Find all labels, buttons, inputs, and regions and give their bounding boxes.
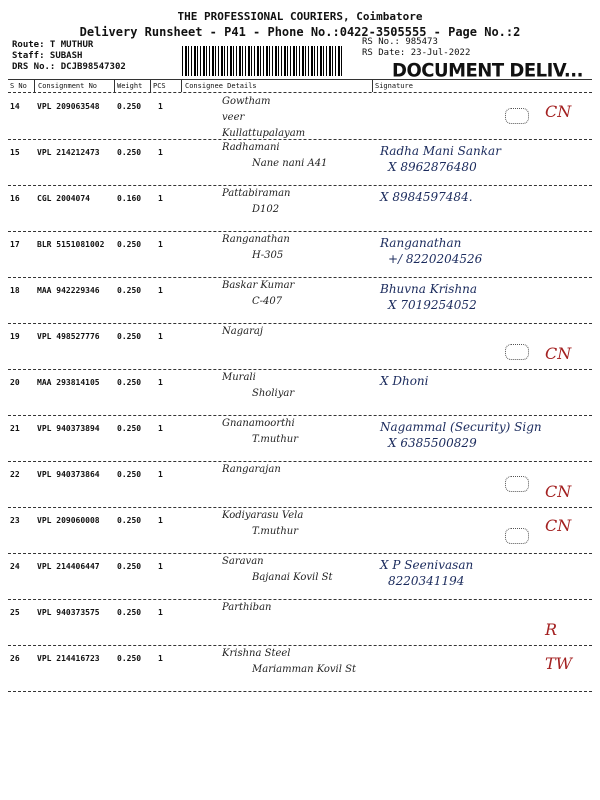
col-divider — [34, 80, 35, 92]
signature-line: X 8962876480 — [388, 160, 477, 174]
table-row — [0, 600, 600, 646]
row-pcs: 1 — [158, 102, 163, 111]
signature-line: 8220341194 — [388, 574, 465, 588]
table-row — [0, 416, 600, 462]
col-divider — [114, 80, 115, 92]
row-sno: 15 — [10, 148, 20, 157]
row-sno: 14 — [10, 102, 20, 111]
table-row — [0, 94, 600, 140]
row-pcs: 1 — [158, 240, 163, 249]
consignee-detail-line: Saravan — [222, 556, 264, 567]
header-bottom-rule — [8, 92, 592, 93]
consignee-detail-line: Ranganathan — [222, 234, 290, 245]
row-weight: 0.250 — [117, 102, 142, 111]
row-weight: 0.250 — [117, 332, 142, 341]
table-row — [0, 554, 600, 600]
rs-no-label: RS No.: 985473 — [362, 37, 438, 47]
row-pcs: 1 — [158, 194, 163, 203]
row-pcs: 1 — [158, 608, 163, 617]
col-pcs-header: PCS — [153, 82, 166, 90]
table-row — [0, 278, 600, 324]
row-weight: 0.250 — [117, 424, 142, 433]
row-divider — [8, 691, 592, 692]
consignee-detail-line: H-305 — [252, 250, 284, 261]
status-mark: R — [545, 620, 558, 639]
row-consignment-no: VPL 940373864 — [37, 470, 100, 479]
table-row — [0, 646, 600, 692]
signature-line: Nagammal (Security) Sign — [380, 420, 542, 434]
row-pcs: 1 — [158, 516, 163, 525]
signature-line: Radha Mani Sankar — [380, 144, 501, 158]
row-weight: 0.250 — [117, 562, 142, 571]
document-delivered-stamp: DOCUMENT DELIV... — [392, 59, 583, 82]
status-mark: CN — [545, 482, 572, 501]
row-pcs: 1 — [158, 332, 163, 341]
signature-line: Ranganathan — [380, 236, 462, 250]
row-sno: 16 — [10, 194, 20, 203]
consignee-detail-line: T.muthur — [252, 526, 298, 537]
route-label: Route: T MUTHUR — [12, 40, 94, 50]
ink-smudge — [505, 108, 529, 124]
consignee-detail-line: Kodiyarasu Vela — [222, 510, 304, 521]
consignee-detail-line: Rangarajan — [222, 464, 281, 475]
consignee-detail-line: Pattabiraman — [222, 188, 291, 199]
col-sno-header: S No — [10, 82, 27, 90]
row-sno: 21 — [10, 424, 20, 433]
row-weight: 0.250 — [117, 148, 142, 157]
row-consignment-no: VPL 209063548 — [37, 102, 100, 111]
row-consignment-no: VPL 214212473 — [37, 148, 100, 157]
row-weight: 0.250 — [117, 240, 142, 249]
row-sno: 19 — [10, 332, 20, 341]
row-pcs: 1 — [158, 562, 163, 571]
consignee-detail-line: D102 — [252, 204, 280, 215]
col-consignment-header: Consignment No — [38, 82, 98, 90]
consignee-detail-line: Radhamani — [222, 142, 280, 153]
table-row — [0, 186, 600, 232]
consignee-detail-line: T.muthur — [252, 434, 298, 445]
row-consignment-no: VPL 214406447 — [37, 562, 100, 571]
consignee-detail-line: Mariamman Kovil St — [252, 664, 357, 675]
consignee-detail-line: Murali — [222, 372, 256, 383]
table-row — [0, 462, 600, 508]
table-row — [0, 232, 600, 278]
consignee-detail-line: C-407 — [252, 296, 283, 307]
row-weight: 0.250 — [117, 516, 142, 525]
status-mark: CN — [545, 516, 572, 535]
row-consignment-no: VPL 940373575 — [37, 608, 100, 617]
row-sno: 26 — [10, 654, 20, 663]
consignee-detail-line: Nane nani A41 — [252, 158, 328, 169]
consignee-detail-line: Nagaraj — [222, 326, 263, 337]
signature-line: X 6385500829 — [388, 436, 477, 450]
ink-smudge — [505, 344, 529, 360]
table-row — [0, 140, 600, 186]
col-divider — [372, 80, 373, 92]
table-top-rule — [8, 79, 592, 80]
row-pcs: 1 — [158, 654, 163, 663]
signature-line: Bhuvna Krishna — [380, 282, 478, 296]
table-row — [0, 370, 600, 416]
ink-smudge — [505, 528, 529, 544]
signature-line: +/ 8220204526 — [388, 252, 483, 266]
status-mark: CN — [545, 102, 572, 121]
row-pcs: 1 — [158, 378, 163, 387]
col-weight-header: Weight — [117, 82, 143, 90]
row-consignment-no: BLR 5151081002 — [37, 240, 105, 249]
row-weight: 0.250 — [117, 286, 142, 295]
signature-line: X 8984597484. — [380, 190, 473, 204]
signature-line: X 7019254052 — [388, 298, 477, 312]
ink-smudge — [505, 476, 529, 492]
row-consignment-no: MAA 293814105 — [37, 378, 100, 387]
signature-line: X Dhoni — [380, 374, 429, 388]
consignee-detail-line: Gowtham — [222, 96, 271, 107]
row-consignment-no: CGL 2004074 — [37, 194, 90, 203]
row-consignment-no: VPL 209060008 — [37, 516, 100, 525]
row-pcs: 1 — [158, 148, 163, 157]
row-weight: 0.250 — [117, 608, 142, 617]
table-row — [0, 508, 600, 554]
row-weight: 0.250 — [117, 470, 142, 479]
col-divider — [150, 80, 151, 92]
consignee-detail-line: Parthiban — [222, 602, 272, 613]
row-weight: 0.250 — [117, 378, 142, 387]
row-sno: 22 — [10, 470, 20, 479]
rs-date-label: RS Date: 23-Jul-2022 — [362, 48, 471, 58]
row-sno: 18 — [10, 286, 20, 295]
row-consignment-no: VPL 498527776 — [37, 332, 100, 341]
page-title: THE PROFESSIONAL COURIERS, Coimbatore — [177, 10, 423, 23]
row-pcs: 1 — [158, 286, 163, 295]
row-sno: 25 — [10, 608, 20, 617]
row-consignment-no: MAA 942229346 — [37, 286, 100, 295]
page-subtitle: Delivery Runsheet - P41 - Phone No.:0422-3505555 - Page No.:2 — [79, 25, 521, 39]
row-pcs: 1 — [158, 424, 163, 433]
consignee-detail-line: Kullattupalayam — [222, 128, 306, 139]
row-sno: 24 — [10, 562, 20, 571]
consignee-detail-line: Bajanai Kovil St — [252, 572, 333, 583]
row-weight: 0.250 — [117, 654, 142, 663]
col-signature-header: Signature — [375, 82, 413, 90]
consignee-detail-line: Baskar Kumar — [222, 280, 295, 291]
consignee-detail-line: Krishna Steel — [222, 648, 291, 659]
barcode — [182, 46, 342, 76]
row-sno: 23 — [10, 516, 20, 525]
consignee-detail-line: Gnanamoorthi — [222, 418, 295, 429]
staff-label: Staff: SUBASH — [12, 51, 83, 61]
status-mark: CN — [545, 344, 572, 363]
status-mark: TW — [545, 654, 573, 673]
row-sno: 20 — [10, 378, 20, 387]
col-consignee-header: Consignee Details — [185, 82, 257, 90]
row-sno: 17 — [10, 240, 20, 249]
row-pcs: 1 — [158, 470, 163, 479]
consignee-detail-line: veer — [222, 112, 245, 123]
row-weight: 0.160 — [117, 194, 142, 203]
signature-line: X P Seenivasan — [380, 558, 474, 572]
table-row — [0, 324, 600, 370]
drs-label: DRS No.: DCJB98547302 — [12, 62, 126, 72]
row-consignment-no: VPL 214416723 — [37, 654, 100, 663]
col-divider — [181, 80, 182, 92]
consignee-detail-line: Sholiyar — [252, 388, 295, 399]
row-consignment-no: VPL 940373894 — [37, 424, 100, 433]
